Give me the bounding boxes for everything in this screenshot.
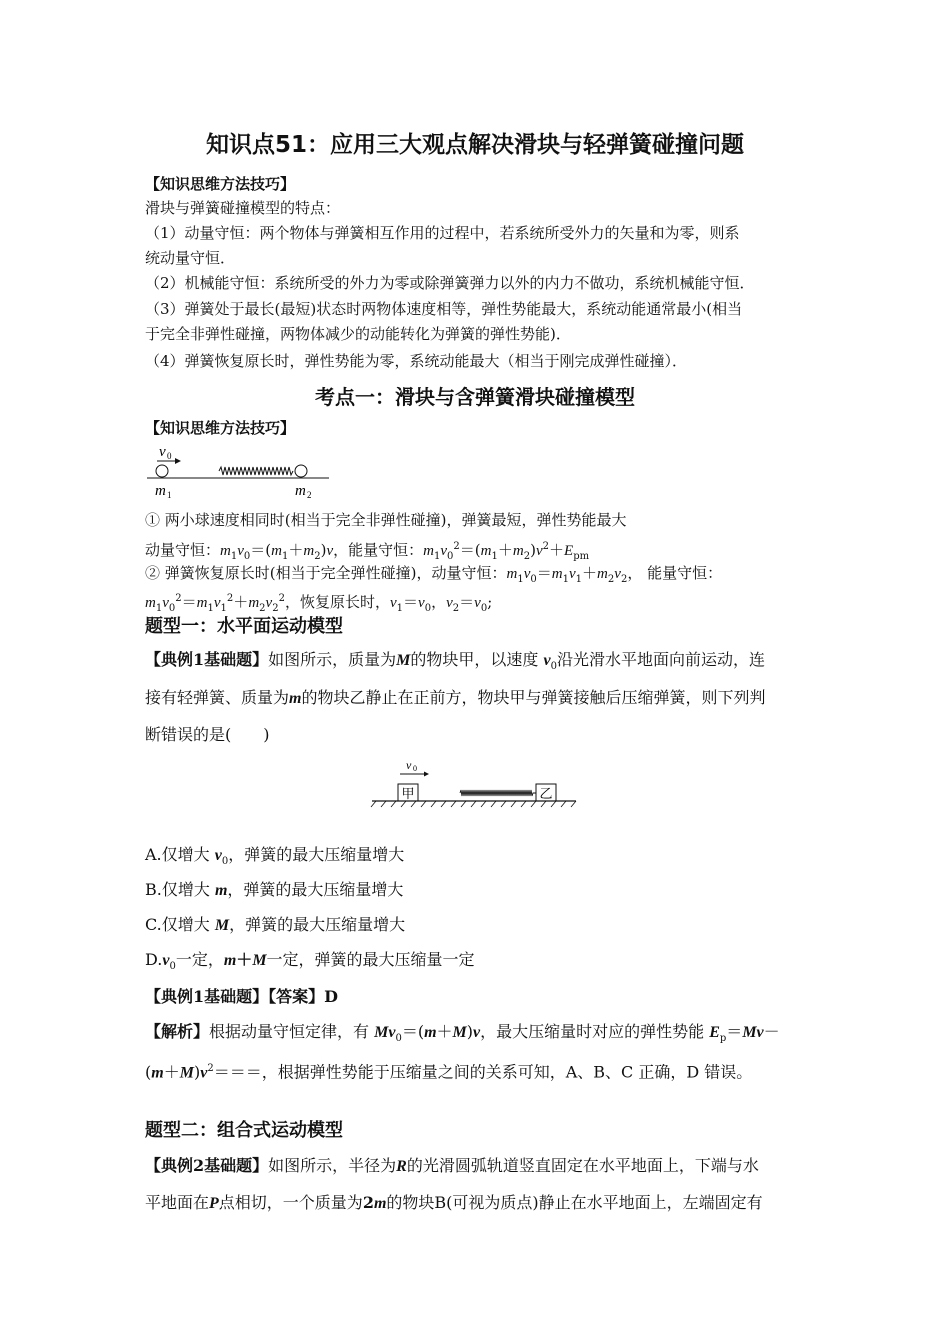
spring-ball-diagram bbox=[145, 440, 335, 500]
fig1-m1-sub: 1 bbox=[167, 490, 172, 500]
fig1-m2-sub: 2 bbox=[307, 490, 312, 500]
example-1-answer: 【典例1基础题】【答案】D bbox=[145, 987, 339, 1006]
ball-m2 bbox=[295, 465, 307, 477]
velocity-arrow-head bbox=[175, 458, 181, 464]
example-2-line-2: 平地面在P点相切，一个质量为2m的物块B(可视为质点)静止在水平地面上，左端固定有 bbox=[145, 1193, 763, 1212]
ball-m1 bbox=[156, 465, 168, 477]
fig1-m1-label: m bbox=[155, 483, 166, 499]
feature-1-line-1: （1）动量守恒：两个物体与弹簧相互作用的过程中，若系统所受外力的矢量和为零，则系 bbox=[145, 224, 740, 242]
block-yi-label: 乙 bbox=[539, 786, 553, 801]
kaodian-title: 考点一：滑块与含弹簧滑块碰撞模型 bbox=[315, 385, 635, 409]
section-heading-methods-2: 【知识思维方法技巧】 bbox=[145, 419, 296, 437]
case-1-text: ① 两小球速度相同时(相当于完全非弹性碰撞)，弹簧最短，弹性势能最大 bbox=[145, 511, 627, 529]
section-heading-methods: 【知识思维方法技巧】 bbox=[145, 175, 296, 193]
example-1-line-1: 【典例1基础题】如图所示，质量为M的物块甲，以速度 $v_0$沿光滑水平地面向前运动，连 bbox=[145, 650, 765, 673]
feature-2: （2）机械能守恒：系统所受的外力为零或除弹簧弹力以外的内力不做功，系统机械能守恒． bbox=[145, 274, 755, 292]
case-2-text: ② 弹簧恢复原长时(相当于完全弹性碰撞)，动量守恒：$m_1v_0=m_1v_1+m_2v_2$， 能量守恒： bbox=[145, 564, 723, 585]
fig1-v-sub: 0 bbox=[167, 451, 172, 461]
feature-4: （4）弹簧恢复原长时，弹性势能为零，系统动能最大（相当于刚完成弹性碰撞）． bbox=[145, 352, 688, 370]
example-1-line-3: 断错误的是( ) bbox=[145, 725, 270, 744]
case-1-equations: 动量守恒：$m_1v_0=(m_1+m_2)v$，能量守恒：$m_1v_0^2=(m_1+m_2)v^2+E_{pm}$ bbox=[145, 541, 590, 562]
analysis-line-2: $(m+M)v^2===$，根据弹性势能于压缩量之间的关系可知，A、B、C 正确，D 错误。 bbox=[145, 1062, 753, 1082]
page-title: 知识点51：应用三大观点解决滑块与轻弹簧碰撞问题 bbox=[205, 132, 744, 158]
option-a: A.仅增大 $v_0$，弹簧的最大压缩量增大 bbox=[145, 845, 405, 868]
spring-coil bbox=[219, 467, 293, 475]
feature-3-line-2: 于完全非弹性碰撞，两物体减少的动能转化为弹簧的弹性势能)． bbox=[145, 325, 571, 343]
option-c: C.仅增大 M，弹簧的最大压缩量增大 bbox=[145, 915, 406, 934]
fig2-spring-coil bbox=[460, 790, 536, 796]
feature-intro: 滑块与弹簧碰撞模型的特点： bbox=[145, 199, 341, 217]
case-2-equations: $m_1v_0^2=m_1v_1^2+m_2v_2^2$，恢复原长时，$v_1=v_0$，$v_2=v_0$; bbox=[145, 593, 493, 614]
fig2-arrow-head bbox=[424, 772, 429, 777]
fig1-m2-label: m bbox=[295, 483, 306, 499]
fig2-v-sub: 0 bbox=[413, 764, 417, 773]
feature-3-line-1: （3）弹簧处于最长(最短)状态时两物体速度相等，弹性势能最大，系统动能通常最小(相当 bbox=[145, 300, 743, 318]
example-1-line-2: 接有轻弹簧、质量为m的物块乙静止在正前方，物块甲与弹簧接触后压缩弹簧，则下列判 bbox=[145, 688, 766, 707]
option-b: B.仅增大 m，弹簧的最大压缩量增大 bbox=[145, 880, 404, 899]
fig2-ground-hatching bbox=[371, 801, 576, 807]
type-1-title: 题型一：水平面运动模型 bbox=[145, 616, 343, 637]
fig1-v-label: v bbox=[159, 444, 166, 460]
block-jia-label: 甲 bbox=[401, 786, 415, 801]
option-d: $D.v_0$一定，m＋M一定，弹簧的最大压缩量一定 bbox=[145, 950, 475, 973]
feature-1-line-2: 统动量守恒． bbox=[145, 249, 236, 267]
blocks-spring-diagram bbox=[368, 756, 580, 808]
analysis-line-1: 【解析】根据动量守恒定律，有 $Mv_0=(m+M)v$，最大压缩量时对应的弹性势能 $E_p=Mv-$ bbox=[145, 1022, 780, 1045]
fig2-v-label: v bbox=[406, 758, 412, 772]
type-2-title: 题型二：组合式运动模型 bbox=[145, 1120, 343, 1141]
example-2-line-1: 【典例2基础题】如图所示，半径为R的光滑圆弧轨道竖直固定在水平地面上，下端与水 bbox=[145, 1156, 759, 1175]
